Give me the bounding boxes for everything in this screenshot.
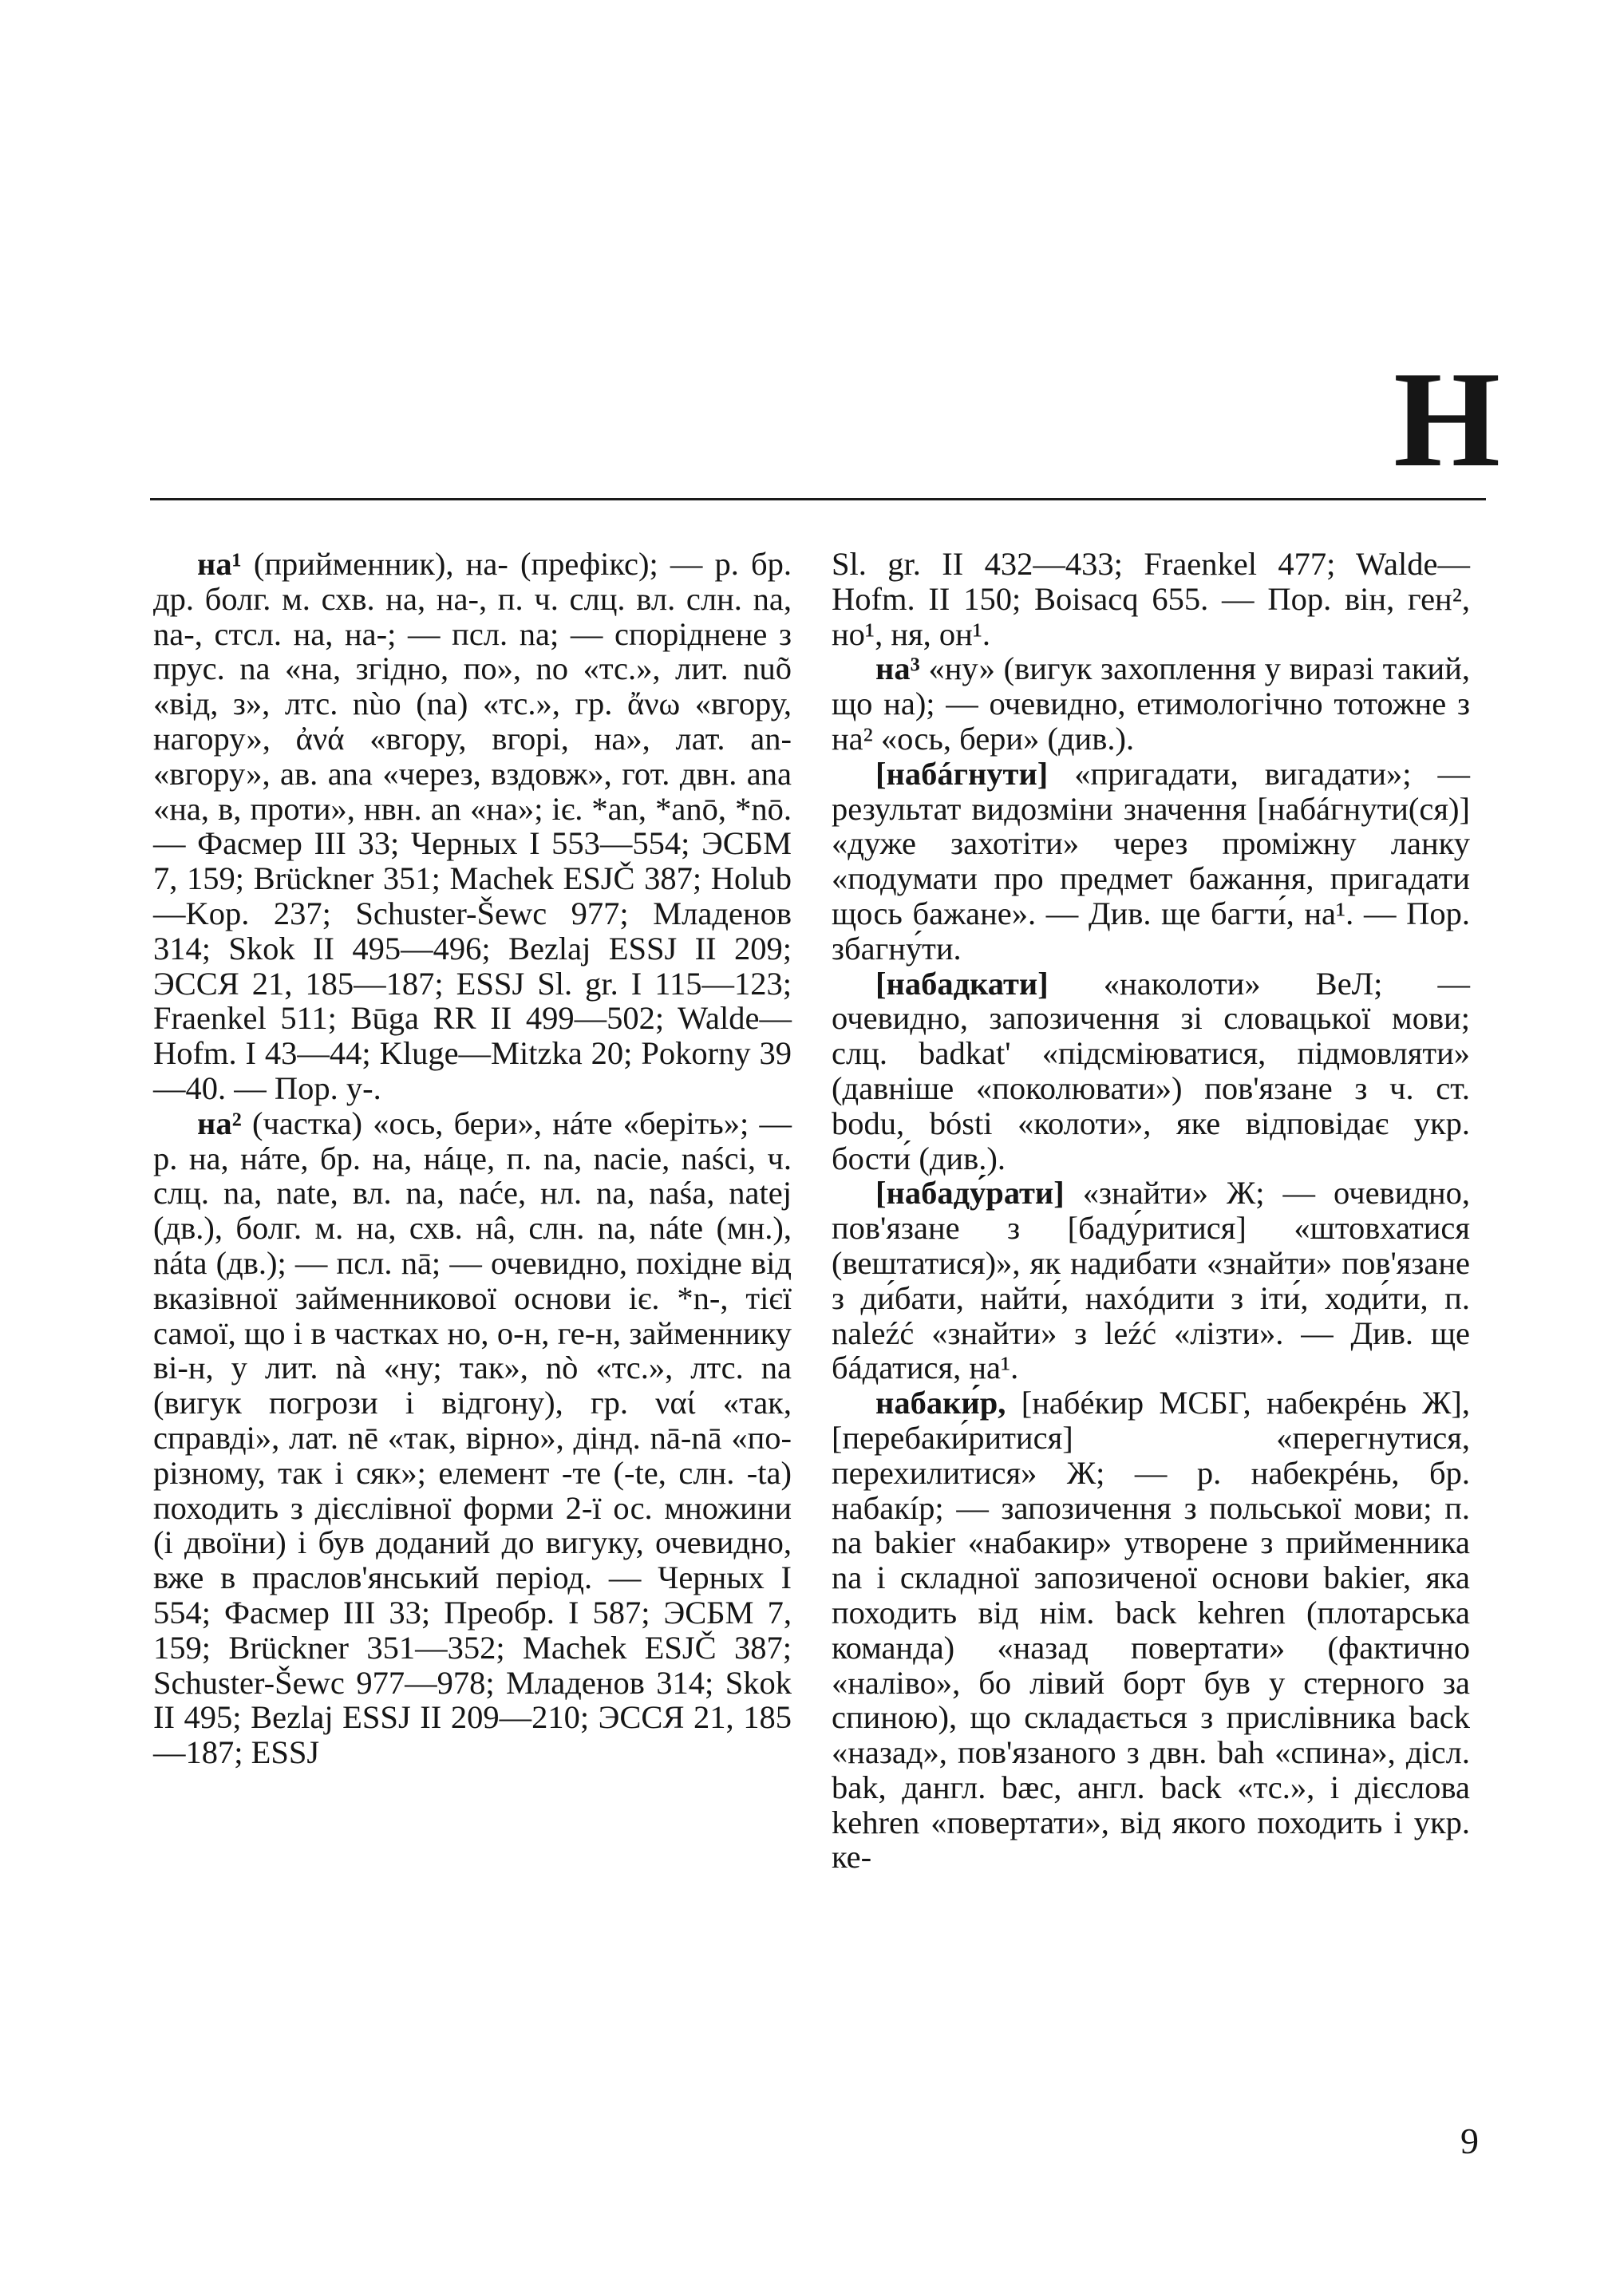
section-letter: Н [1393, 344, 1500, 496]
entry [153, 547, 792, 1106]
page-number: 9 [1460, 2121, 1479, 2161]
entry-text: «ну» (вигук захоплення у виразі такий, що на); — очевидно, етимологічно тотожне з на² «ось, бери» (див.). [832, 650, 1470, 757]
entry-text: (частка) «ось, бери», нáте «беріть»; — р. на, нáте, бр. на, нáце, п. na, nacie, naści, ч. слц. na, nate, вл. na, naće, нл. na, naśa, natej (дв.), болг. м. на, схв. нâ, слн. na, náte (мн.), náta (дв.); — псл. nā; — очевидно, похідне від вказівної займенникової основи іє. *n-, тієї самої, що і в частках но, о-н, ге-н, займеннику ві-н, у лит. nà «ну; так», nò «тс.», лтс. na (вигук погрози і відгону), гр. ναί «так, справді», лат. nē «так, вірно», дінд. nā-nā «по-різному, так і сяк»; елемент -те (-te, слн. -ta) походить з дієслівної форми 2-ї ос. множини (і двоїни) і був доданий до вигуку, очевидно, вже в праслов'янський період. — Черных I 554; Фасмер III 33; Преобр. I 587; ЭСБМ 7, 159; Brückner 351—352; Machek ESJČ 387; Schuster-Šewc 977—978; Младенов 314; Skok II 495; Bezlaj ESSJ II 209—210; ЭССЯ 21, 185—187; ESSJ [153, 1105, 792, 1771]
entry-headword: [набáгнути] [875, 755, 1049, 792]
header-rule [150, 498, 1486, 500]
entry [832, 967, 1470, 1176]
entry-headword: на³ [875, 650, 920, 687]
entry-text: «пригадати, вигадати»; — результат видозміни значення [набáгнути(ся)] «дуже захотіти» через проміжну ланку «подумати про предмет бажання, пригадати щось бажане». — Див. ще багти́, на¹. — Пор. збагну́ти. [832, 755, 1470, 967]
entry [832, 1386, 1470, 1875]
entry-headword: [набаду́рати] [875, 1175, 1065, 1212]
entry [153, 1106, 792, 1770]
entry-text: [набéкир МСБГ, набекрéнь Ж], [перебаки́ритися] «перегнутися, перехилитися» Ж; — р. набекрéнь, бр. набакíр; — запозичення з польської мови; п. na bakier «набакир» утворене з прийменника na і складної запозиченої основи bakier, яка походить від нім. back kehren (плотарська команда) «назад повертати» (фактично «наліво», бо лівий борт був у стерного за спиною), що складається з прислівника back «назад», пов'язаного з двн. bah «спина», дісл. bak, дангл. bæc, англ. back «тс.», і дієслова kehren «повертати», від якого походить і укр. ке- [832, 1385, 1470, 1876]
left-column [153, 547, 792, 1770]
entry [832, 1176, 1470, 1386]
entry-continuation: Sl. gr. II 432—433; Fraenkel 477; Walde—Hofm. II 150; Boisacq 655. — Пор. він, ген², но¹, ня, он¹. [832, 546, 1470, 652]
entry-headword: на¹ [197, 546, 242, 582]
right-column [832, 547, 1470, 1875]
entry-text: «наколоти» ВеЛ; — очевидно, запозичення зі словацької мови; слц. badkat' «підсміюватися, підмовляти» (давніше «поколювати») пов'язане з ч. ст. bodu, bósti «колоти», яке відповідає укр. бости́ (див.). [832, 965, 1470, 1176]
entry [832, 651, 1470, 756]
entry-headword: [набадкати] [875, 965, 1049, 1002]
entry-headword: набаки́р, [875, 1385, 1006, 1421]
entry-text: «знайти» Ж; — очевидно, пов'язане з [баду́ритися] «штовхатися (вештатися)», як надибати «знайти» пов'язане з ди́бати, найти́, нахóдити з іти́, ходи́ти, п. naleźć «знайти» з leźć «лізти». — Див. ще бáдатися, на¹. [832, 1175, 1470, 1386]
entry-text: (прийменник), на- (префікс); — р. бр. др. болг. м. схв. на, на-, п. ч. слц. вл. слн. na, na-, стсл. на, на-; — псл. na; — споріднене з прус. na «на, згідно, по», no «тс.», лит. nuõ «від, з», лтс. nùo (na) «тс.», гр. ἄνω «вгору, нагору», ἀνά «вгору, вгорі, на», лат. an- «вгору», ав. ana «через, вздовж», гот. двн. ana «на, в, проти», нвн. an «на»; іє. *an, *anō, *nō. — Фасмер III 33; Черных I 553—554; ЭСБМ 7, 159; Brückner 351; Machek ESJČ 387; Holub—Kop. 237; Schuster-Šewc 977; Младенов 314; Skok II 495—496; Bezlaj ESSJ II 209; ЭССЯ 21, 185—187; ESSJ Sl. gr. I 115—123; Fraenkel 511; Būga RR II 499—502; Walde—Hofm. I 43—44; Kluge—Mitzka 20; Pokorny 39—40. — Пор. у-. [153, 546, 792, 1106]
entry-headword: на² [197, 1105, 242, 1141]
entry [832, 757, 1470, 967]
